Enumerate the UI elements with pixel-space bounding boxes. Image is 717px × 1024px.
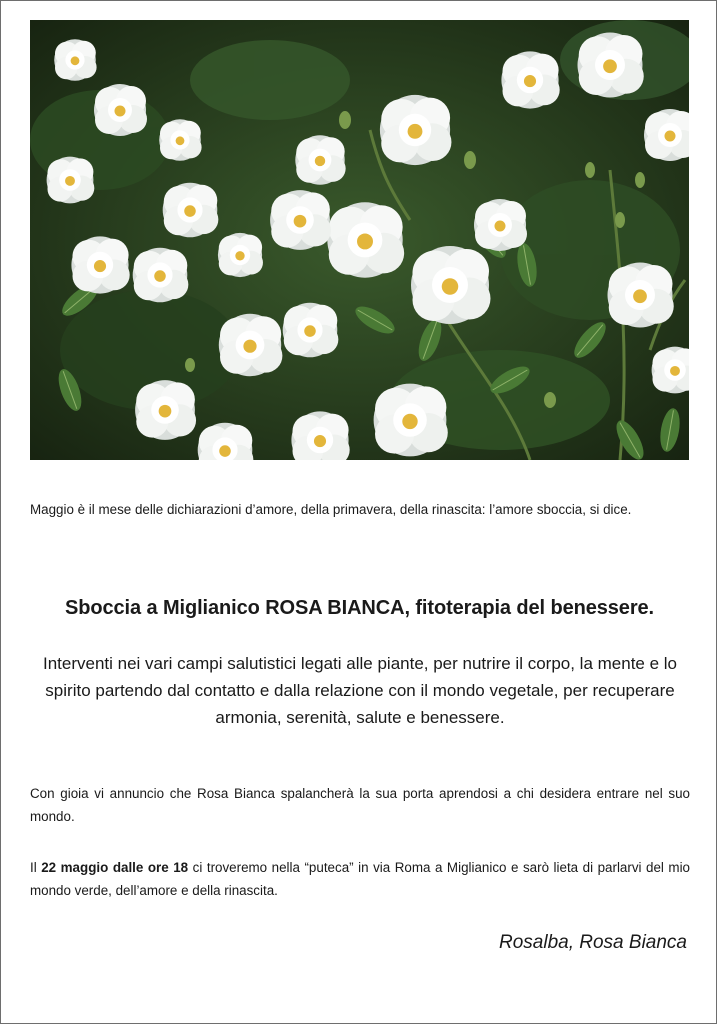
event-prefix: Il xyxy=(30,860,42,875)
signature: Rosalba, Rosa Bianca xyxy=(499,932,687,953)
white-roses-photo xyxy=(30,20,689,460)
event-date: 22 maggio xyxy=(41,860,109,875)
event-paragraph xyxy=(30,856,690,902)
subtitle-paragraph: Interventi nei vari campi salutistici legati alle piante, per nutrire il corpo, la mente e lo spirito partendo dal contatto e dalla relazione con il mondo vegetale, per recuperare armonia, serenità, salute e benessere. xyxy=(42,654,678,727)
announcement-paragraph: Con gioia vi annuncio che Rosa Bianca spalancherà la sua porta aprendosi a chi desidera entrare nel suo mondo. xyxy=(30,786,690,824)
intro-paragraph: Maggio è il mese delle dichiarazioni d’amore, della primavera, della rinascita: l’amore sboccia, si dice. xyxy=(30,502,632,517)
headline: Sboccia a Miglianico ROSA BIANCA, fitoterapia del benessere. xyxy=(65,597,654,619)
event-details: ci troveremo nella “puteca” in via Roma a Miglianico e sarò lieta di parlarvi del mio mondo verde, dell’amore e della rinascita. xyxy=(30,860,690,898)
rose-bush-illustration xyxy=(30,20,689,460)
event-time: dalle ore 18 xyxy=(112,860,189,875)
